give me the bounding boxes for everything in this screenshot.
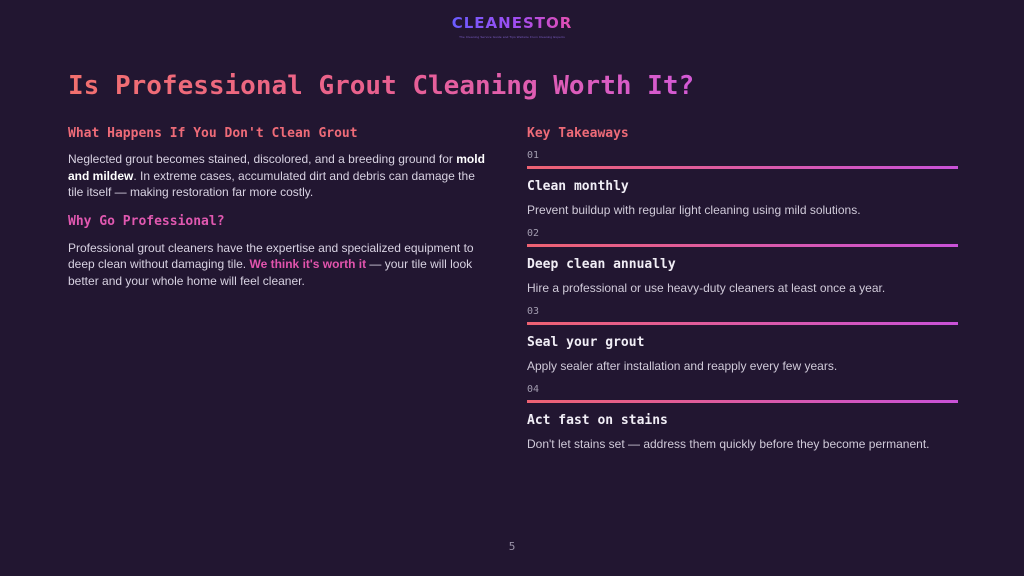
left-column: [68, 125, 488, 289]
takeaway-number: 02: [527, 228, 540, 239]
page-title: Is Professional Grout Cleaning Worth It?: [68, 68, 694, 104]
bold-mold-mildew: mold and mildew: [68, 152, 485, 183]
takeaway-title: Clean monthly: [527, 179, 629, 194]
takeaway-item: [527, 384, 958, 452]
takeaway-title: Deep clean annually: [527, 257, 676, 272]
takeaway-divider: [527, 400, 958, 403]
page-number: 5: [508, 540, 516, 553]
takeaway-divider: [527, 322, 958, 325]
takeaway-desc: Don't let stains set — address them quickly before they become permanent.: [527, 437, 930, 451]
section-text-why-professional: Professional grout cleaners have the expertise and specialized equipment to deep clean without damaging tile. We think it's worth it — your tile will look better and your whole home will feel cleaner.: [68, 240, 474, 288]
takeaway-item: [527, 306, 958, 374]
section-heading-why-professional: Why Go Professional?: [68, 213, 225, 229]
takeaway-desc: Apply sealer after installation and reapply every few years.: [527, 359, 838, 373]
takeaway-divider: [527, 244, 958, 247]
section-text-dont-clean: Neglected grout becomes stained, discolored, and a breeding ground for mold and mildew. In extreme cases, accumulated dirt and debris can damage the tile itself — making restoration far more costly.: [68, 152, 485, 199]
logo-tagline: The Cleaning Service Guide and Tips Website From Cleaning Experts: [459, 35, 565, 39]
takeaway-number: 03: [527, 306, 540, 317]
takeaway-item: [527, 228, 958, 296]
takeaway-title: Seal your grout: [527, 335, 645, 350]
key-takeaways-column: [527, 125, 958, 452]
takeaway-number: 01: [527, 150, 540, 161]
key-takeaways-heading: Key Takeaways: [527, 126, 629, 141]
logo-wordmark: CLEANESTOR: [451, 14, 573, 32]
takeaway-desc: Hire a professional or use heavy-duty cleaners at least once a year.: [527, 281, 886, 295]
highlight-worth-it: We think it's worth it: [249, 257, 367, 271]
section-heading-dont-clean: What Happens If You Don't Clean Grout: [68, 126, 358, 141]
brand-logo: [0, 14, 1024, 39]
takeaway-number: 04: [527, 384, 540, 395]
takeaway-title: Act fast on stains: [527, 413, 668, 428]
takeaway-desc: Prevent buildup with regular light cleaning using mild solutions.: [527, 203, 861, 217]
takeaway-item: [527, 150, 958, 218]
takeaway-divider: [527, 166, 958, 169]
